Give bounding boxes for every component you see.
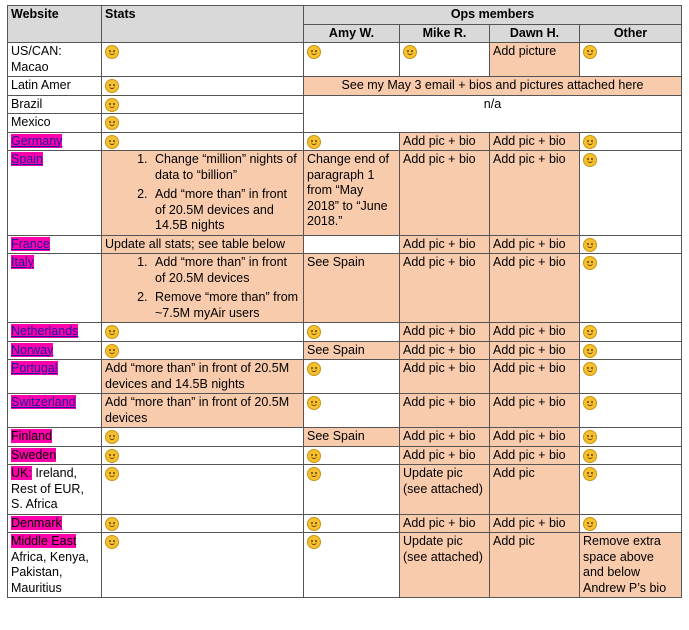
smiley-icon — [105, 517, 119, 531]
smiley-icon — [583, 467, 597, 481]
header-dawn: Dawn H. — [490, 24, 580, 43]
table-row — [8, 254, 682, 323]
table-row — [8, 514, 682, 533]
site-cell — [8, 394, 102, 428]
site-highlight: Finland — [11, 429, 52, 443]
mike-cell: Update pic (see attached) — [400, 533, 490, 598]
stats-cell — [102, 323, 304, 342]
smiley-icon — [307, 449, 321, 463]
other-cell — [580, 132, 682, 151]
smiley-icon — [307, 362, 321, 376]
site-detail: Africa, Kenya, Pakistan, Mauritius — [11, 549, 89, 595]
site-cell — [8, 514, 102, 533]
site-cell — [8, 428, 102, 447]
site-link[interactable]: Portugal — [11, 361, 58, 375]
smiley-icon — [105, 98, 119, 112]
dawn-cell: Add pic + bio — [490, 514, 580, 533]
dawn-cell: Add pic + bio — [490, 235, 580, 254]
amy-cell — [304, 394, 400, 428]
amy-cell — [304, 514, 400, 533]
smiley-icon — [105, 116, 119, 130]
smiley-icon — [583, 430, 597, 444]
site-cell: US/CAN: Macao — [8, 43, 102, 77]
dawn-cell: Add pic + bio — [490, 360, 580, 394]
smiley-icon — [105, 467, 119, 481]
dawn-cell: Add pic + bio — [490, 254, 580, 323]
stats-cell — [102, 428, 304, 447]
smiley-icon — [583, 517, 597, 531]
site-link[interactable]: France — [11, 236, 50, 251]
amy-cell: See Spain — [304, 254, 400, 323]
list-item: 1. Change “million” nights of data to “billion” — [151, 152, 300, 183]
smiley-icon — [583, 153, 597, 167]
smiley-icon — [105, 344, 119, 358]
dawn-cell: Add pic + bio — [490, 341, 580, 360]
stats-cell — [102, 114, 304, 133]
amy-cell — [304, 235, 400, 254]
stats-cell — [102, 95, 304, 114]
table-row — [8, 341, 682, 360]
other-cell — [580, 43, 682, 77]
smiley-icon — [403, 45, 417, 59]
site-cell — [8, 235, 102, 254]
stats-cell: Update all stats; see table below — [102, 235, 304, 254]
header-row-1 — [8, 6, 682, 25]
other-cell — [580, 151, 682, 236]
mike-cell: Add pic + bio — [400, 254, 490, 323]
stats-cell — [102, 465, 304, 515]
smiley-icon — [105, 430, 119, 444]
other-cell — [580, 465, 682, 515]
other-cell — [580, 323, 682, 342]
site-link[interactable]: Spain — [11, 152, 43, 166]
mike-cell: Add pic + bio — [400, 514, 490, 533]
site-cell: Mexico — [8, 114, 102, 133]
mike-cell: Add pic + bio — [400, 446, 490, 465]
dawn-cell: Add pic — [490, 533, 580, 598]
smiley-icon — [583, 396, 597, 410]
other-cell — [580, 514, 682, 533]
ops-table — [7, 5, 682, 598]
smiley-icon — [583, 449, 597, 463]
stats-cell — [102, 533, 304, 598]
site-link[interactable]: Norway — [11, 342, 54, 357]
stats-cell — [102, 254, 304, 323]
mike-cell: Update pic (see attached) — [400, 465, 490, 515]
site-highlight: Middle East — [11, 534, 77, 548]
header-mike: Mike R. — [400, 24, 490, 43]
table-row — [8, 446, 682, 465]
smiley-icon — [307, 396, 321, 410]
other-cell — [580, 394, 682, 428]
dawn-cell: Add pic — [490, 465, 580, 515]
stats-cell — [102, 446, 304, 465]
header-ops-members: Ops members — [304, 6, 682, 25]
list-item: 1. Add “more than” in front of 20.5M devices — [151, 255, 300, 286]
other-cell — [580, 254, 682, 323]
table-row — [8, 360, 682, 394]
site-cell — [8, 254, 102, 323]
table-row — [8, 465, 682, 515]
smiley-icon — [583, 344, 597, 358]
mike-cell: Add pic + bio — [400, 341, 490, 360]
site-highlight: UK: — [11, 466, 32, 480]
smiley-icon — [105, 79, 119, 93]
amy-cell: Change end of paragraph 1 from “May 2018” to “June 2018.” — [304, 151, 400, 236]
site-cell — [8, 341, 102, 360]
site-link[interactable]: Germany — [11, 133, 63, 148]
smiley-icon — [307, 45, 321, 59]
stats-cell — [102, 43, 304, 77]
stats-cell: Add “more than” in front of 20.5M devices — [102, 394, 304, 428]
stats-cell: Add “more than” in front of 20.5M devices and 14.5B nights — [102, 360, 304, 394]
mike-cell — [400, 43, 490, 77]
mike-cell: Add pic + bio — [400, 132, 490, 151]
other-cell — [580, 341, 682, 360]
table-row — [8, 428, 682, 447]
smiley-icon — [583, 135, 597, 149]
amy-cell — [304, 132, 400, 151]
smiley-icon — [583, 325, 597, 339]
mike-cell: Add pic + bio — [400, 151, 490, 236]
stats-list — [105, 152, 300, 234]
site-cell: Latin Amer — [8, 77, 102, 96]
smiley-icon — [307, 325, 321, 339]
table-row — [8, 43, 682, 77]
smiley-icon — [105, 135, 119, 149]
site-cell: Brazil — [8, 95, 102, 114]
site-cell — [8, 465, 102, 515]
site-cell — [8, 323, 102, 342]
other-cell — [580, 360, 682, 394]
site-cell — [8, 533, 102, 598]
site-cell — [8, 151, 102, 236]
dawn-cell: Add pic + bio — [490, 446, 580, 465]
site-link[interactable]: Italy — [11, 255, 34, 269]
stats-cell — [102, 514, 304, 533]
smiley-icon — [583, 45, 597, 59]
table-row — [8, 394, 682, 428]
stats-cell — [102, 77, 304, 96]
dawn-cell: Add pic + bio — [490, 323, 580, 342]
smiley-icon — [583, 256, 597, 270]
amy-cell — [304, 533, 400, 598]
header-stats: Stats — [102, 6, 304, 43]
other-cell: Remove extra space above and below Andrew P’s bio — [580, 533, 682, 598]
smiley-icon — [583, 238, 597, 252]
mike-cell: Add pic + bio — [400, 360, 490, 394]
mike-cell: Add pic + bio — [400, 323, 490, 342]
dawn-cell: Add picture — [490, 43, 580, 77]
other-cell — [580, 428, 682, 447]
header-other: Other — [580, 24, 682, 43]
smiley-icon — [105, 535, 119, 549]
dawn-cell: Add pic + bio — [490, 151, 580, 236]
amy-cell: See Spain — [304, 428, 400, 447]
header-amy: Amy W. — [304, 24, 400, 43]
smiley-icon — [307, 517, 321, 531]
header-website: Website — [8, 6, 102, 43]
table-row — [8, 77, 682, 96]
stats-cell — [102, 151, 304, 236]
other-cell — [580, 446, 682, 465]
smiley-icon — [307, 535, 321, 549]
site-detail: Ireland, Rest of EUR, S. Africa — [11, 466, 84, 511]
list-item: 2. Add “more than” in front of 20.5M devices and 14.5B nights — [151, 187, 300, 234]
amy-cell — [304, 465, 400, 515]
other-cell — [580, 235, 682, 254]
amy-cell — [304, 446, 400, 465]
table-row — [8, 95, 682, 114]
site-link[interactable]: Switzerland — [11, 395, 76, 409]
smiley-icon — [307, 135, 321, 149]
mike-cell: Add pic + bio — [400, 235, 490, 254]
table-row — [8, 151, 682, 236]
amy-cell — [304, 43, 400, 77]
dawn-cell: Add pic + bio — [490, 394, 580, 428]
ops-note-cell: See my May 3 email + bios and pictures attached here — [304, 77, 682, 96]
smiley-icon — [105, 45, 119, 59]
stats-list — [105, 255, 300, 321]
site-highlight: Denmark — [11, 515, 62, 530]
table-row — [8, 132, 682, 151]
site-highlight: Sweden — [11, 447, 57, 462]
amy-cell: See Spain — [304, 341, 400, 360]
smiley-icon — [307, 467, 321, 481]
ops-na-cell: n/a — [304, 95, 682, 132]
site-link[interactable]: Netherlands — [11, 324, 79, 338]
smiley-icon — [583, 362, 597, 376]
table-row — [8, 235, 682, 254]
amy-cell — [304, 323, 400, 342]
site-cell — [8, 360, 102, 394]
site-cell — [8, 446, 102, 465]
mike-cell: Add pic + bio — [400, 394, 490, 428]
dawn-cell: Add pic + bio — [490, 132, 580, 151]
dawn-cell: Add pic + bio — [490, 428, 580, 447]
stats-cell — [102, 341, 304, 360]
amy-cell — [304, 360, 400, 394]
stats-cell — [102, 132, 304, 151]
smiley-icon — [105, 449, 119, 463]
mike-cell: Add pic + bio — [400, 428, 490, 447]
site-cell — [8, 132, 102, 151]
list-item: 2. Remove “more than” from ~7.5M myAir users — [151, 290, 300, 321]
smiley-icon — [105, 325, 119, 339]
table-row — [8, 323, 682, 342]
table-row — [8, 533, 682, 598]
